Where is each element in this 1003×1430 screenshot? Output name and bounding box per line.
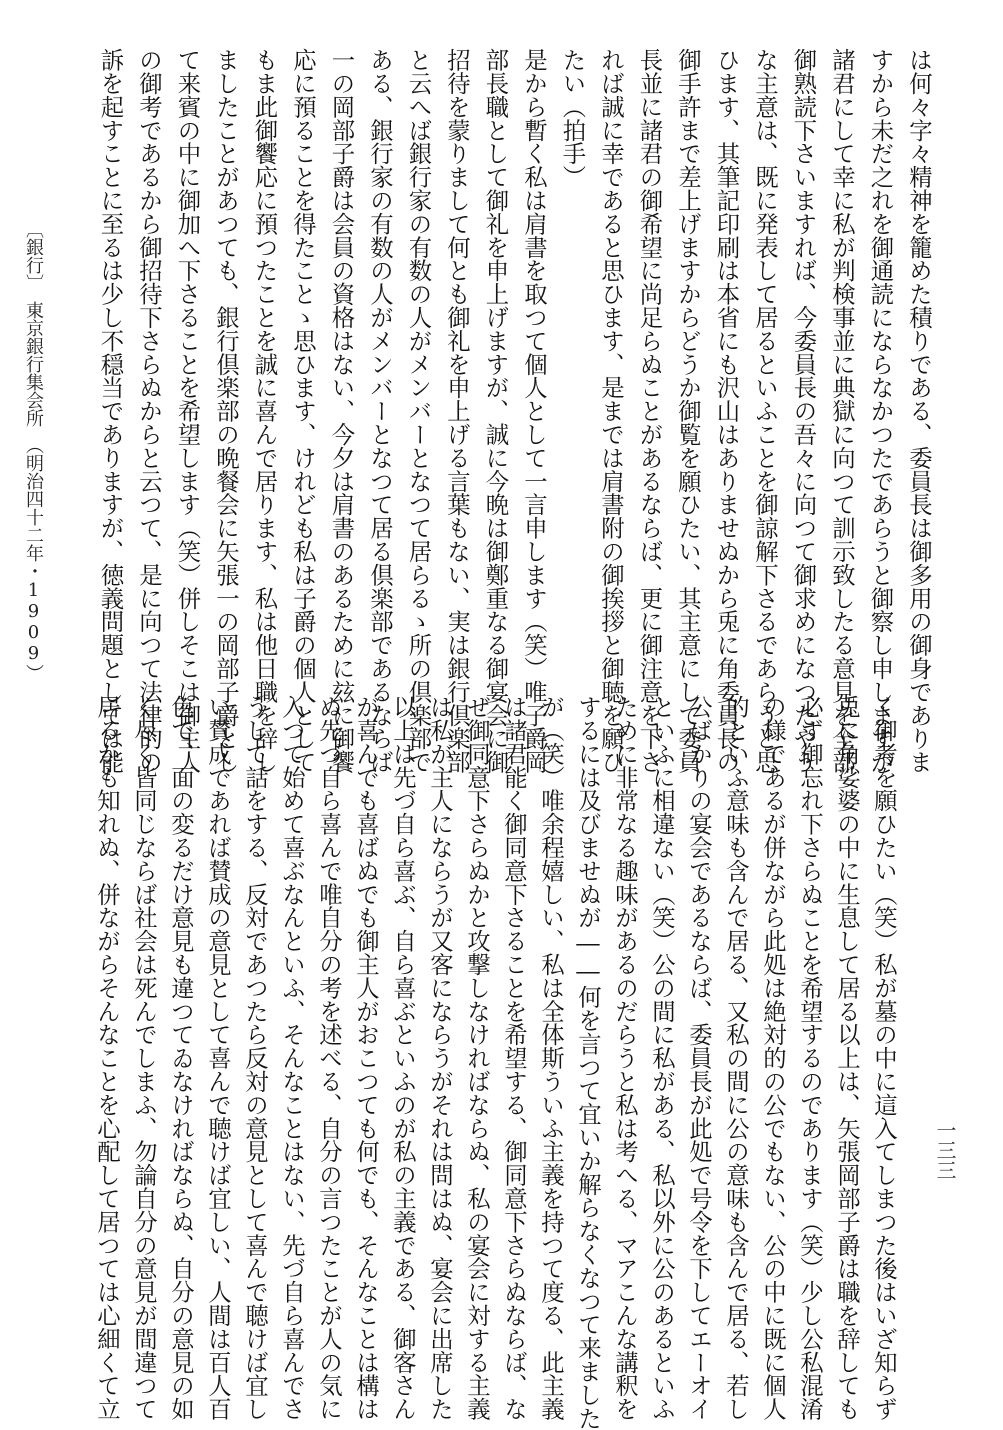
lower-text-line: は私が主人にならうが又客にならうがそれは問はぬ、宴会に出席した — [426, 695, 454, 1421]
lower-text-line: ぜ御同意下さらぬかと攻撃しなければならぬ、私の宴会に対する主義 — [463, 695, 491, 1421]
lower-text-line: ために非常なる趣味があるのだらうと私は考へる、マアこんな講釈を — [611, 695, 639, 1421]
page-number: 一三三 — [933, 1120, 957, 1180]
upper-text-line: は何々字々精神を籠めた積りである、委員長は御多用の御身でありま — [905, 48, 933, 774]
upper-text-line: と云へば銀行家の有数の人がメンバーとなつて居らるゝ所の倶楽部で — [404, 48, 433, 774]
lower-text-line: の様であるが併ながら此処は絶対的の公でもない、公の中に既に個人 — [759, 695, 787, 1421]
upper-text-line: 訴を起すことに至るは少し不穏当でありますが、徳義問題としては能 — [96, 48, 125, 774]
upper-text-line: 諸君にして幸に私が判検事並に典獄に向つて訓示致したる意見を全部 — [828, 48, 856, 774]
lower-text-line: といふに相違ない（笑）公の間に私がある、私以外に公のあるといふ — [648, 695, 676, 1421]
upper-text-line: れば誠に幸であると思ひます、是までは肩書附の御挨拶と御聴を願ひ — [597, 48, 625, 774]
source-caption: 〔銀行〕 東京銀行集会所 （明治四十二年・1909） — [23, 220, 44, 682]
lower-text-line: 兎に角娑婆の中に生息して居る以上は、矢張岡部子爵は職を辞しても — [833, 695, 861, 1421]
upper-text-line: ましたことがあつても、銀行倶楽部の晩餐会に矢張一の岡部子爵とし — [212, 48, 240, 774]
lower-text-line: 的といふ意味も含んで居る、又私の間に公の意味も含んで居る、若し — [722, 695, 750, 1421]
upper-text-line: 一の岡部子爵は会員の資格はない、今夕は肩書のあるために玆に御饗 — [327, 48, 356, 774]
lower-text-line: 居るかも知れぬ、併ながらそんなことを心配して居つては心細くて立 — [93, 695, 121, 1421]
upper-text-line: 是から暫く私は肩書を取つて個人として一言申します（笑）唯子爵岡 — [520, 48, 548, 774]
lower-text-line: 必ず御忘れ下さらぬことを希望するのであります（笑）少し公私混淆 — [796, 695, 824, 1421]
upper-text-line: たい（拍手） — [558, 48, 587, 189]
lower-text-line: い賛成であれば賛成の意見として喜んで聴けば宜しい、人間は百人百 — [204, 695, 232, 1421]
upper-text-line: 招待を蒙りまして何とも御礼を申上げる言葉もない、実は銀行倶楽部 — [443, 48, 471, 774]
upper-text-line: 部長職として御礼を申上げますが、誠に今晩は御鄭重なる御宴会に御 — [481, 48, 510, 774]
upper-text-line: すから未だ之れを御通読にならなかつたであらうと御察し申しますが — [866, 48, 895, 774]
lower-text-line: 公ばかりの宴会であるならば、委員長が此処で号令を下してエーオイ — [685, 695, 713, 1421]
upper-text-line: 御熟読下さいますれば、今委員長の吾々に向つて御求めになつたやう — [789, 48, 818, 774]
upper-text-line: ある、銀行家の有数の人がメンバーとなつて居る倶楽部であるならば — [366, 48, 394, 774]
lower-text-line: 以上は先づ自ら喜ぶ、自ら喜ぶといふのが私の主義である、御客さん — [389, 695, 417, 1421]
upper-text-line: て来賓の中に御加へ下さることを希望します（笑）併しそこは御主人 — [173, 48, 202, 774]
lower-text-line: するには及びませぬが――何を言つて宜いか解らなくなつて来ました — [574, 695, 602, 1430]
upper-text-line: な主意は、既に発表して居るといふことを御諒解下さるであらうと思 — [751, 48, 779, 774]
lower-text-line: は諸君能く御同意下さることを希望する、御同意下さらぬならば、な — [500, 695, 528, 1421]
lower-text-line: く尽く皆同じならば社会は死んでしまふ、勿論自分の意見が間違つて — [130, 695, 158, 1421]
upper-text-line: もま此御饗応に預つたことを誠に喜んで居ります、私は他日職を辞し — [250, 48, 279, 774]
lower-text-line: うして話をする、反対であつたら反対の意見として喜んで聴けば宜し — [241, 695, 269, 1421]
lower-text-line: が（笑）唯余程嬉しい、私は全体斯ういふ主義を持つて度る、此主義 — [537, 695, 565, 1421]
lower-text-line: が喜んでも喜ばぬでも御主人がおこつても何でも、そんなことは構は — [352, 695, 380, 1421]
lower-text-line: く御考を願ひたい（笑）私が墓の中に這入てしまつた後はいざ知らず — [870, 695, 898, 1421]
lower-text-line: ぬ先づ自ら喜んで唯自分の考を述べる、自分の言つたことが人の気に — [315, 695, 343, 1421]
upper-text-line: 応に預ることを得たことゝ思ひます、けれども私は子爵の個人として — [289, 48, 317, 774]
lower-text-line: 入つて始めて喜ぶなんといふ、そんなことはない、先づ自ら喜んでさ — [278, 695, 306, 1421]
upper-text-line: の御考であるから御招待下さらぬからと云つて、是に向つて法律的の — [135, 48, 163, 774]
lower-text-line: 色で、面の変るだけ意見も違つてゐなければならぬ、自分の意見の如 — [167, 695, 195, 1421]
upper-text-line: ひます、其筆記印刷は本省にも沢山はありませぬから兎に角委員長の — [712, 48, 741, 774]
upper-text-line: 長並に諸君の御希望に尚足らぬことがあるならば、更に御注意を下さ — [635, 48, 664, 774]
upper-text-line: 御手許まで差上げますからどうか御覧を願ひたい、其主意にして委員 — [674, 48, 702, 774]
